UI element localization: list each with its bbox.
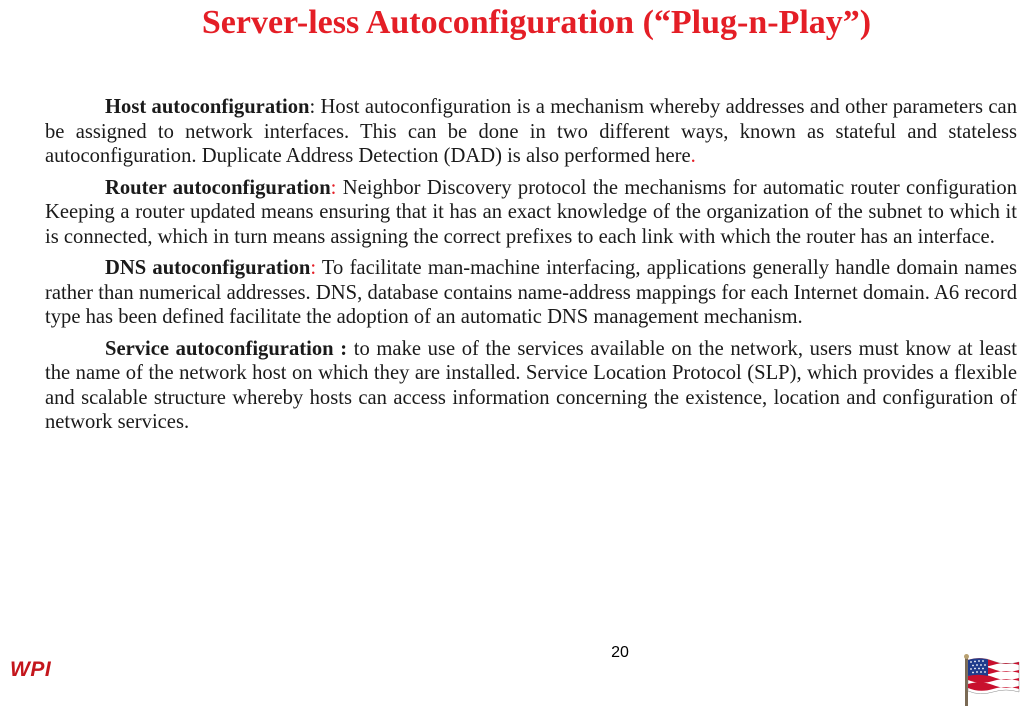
term-service-autoconfiguration: Service autoconfiguration : bbox=[105, 337, 348, 360]
term-dns-autoconfiguration: DNS autoconfiguration bbox=[105, 257, 311, 279]
term-router-autoconfiguration: Router autoconfiguration bbox=[105, 176, 331, 199]
paragraph-text: Neighbor Discovery protocol the mechanisms for automatic router configuration Keeping a router updated means ensuring that it has an exact knowledge of the organization of the subnet to which it is connected, which in turn means assigning the correct prefixes to each link with which the router has an interface. bbox=[45, 176, 1018, 248]
slide-body bbox=[45, 95, 1017, 442]
paragraph-service-autoconfiguration bbox=[45, 337, 1017, 435]
separator: : bbox=[309, 96, 316, 118]
paragraph-text: To facilitate man-machine interfacing, applications generally handle domain names rather than numerical addresses. DNS, database contains name-address mappings for each Internet domain. A6 record type has been defined facilitate the adoption of an automatic DNS management mechanism. bbox=[45, 257, 1017, 328]
paragraph-text: to make use of the services available on the network, users must know at least the name of the network host on which they are installed. Service Location Protocol (SLP), which provides a flexible and scalable structure whereby hosts can access information concerning the existence, location and configuration of network services. bbox=[45, 337, 1017, 433]
separator: : bbox=[330, 176, 337, 199]
slide-title: Server-less Autoconfiguration (“Plug-n-Play”) bbox=[201, 4, 872, 41]
us-flag-icon bbox=[963, 654, 1021, 706]
separator: : bbox=[310, 257, 317, 279]
paragraph-host-autoconfiguration bbox=[45, 95, 1017, 169]
paragraph-end: . bbox=[690, 145, 696, 167]
paragraph-dns-autoconfiguration bbox=[45, 256, 1017, 330]
paragraph-text: Host autoconfiguration is a mechanism whereby addresses and other parameters can be assigned to network interfaces. This can be done in two different ways, known as stateful and stateless autoconfiguration. Duplicate Address Detection (DAD) is also performed here bbox=[45, 96, 1017, 167]
paragraph-router-autoconfiguration bbox=[45, 176, 1017, 250]
wpi-logo: WPI bbox=[10, 658, 52, 681]
term-host-autoconfiguration: Host autoconfiguration bbox=[105, 96, 310, 118]
page-number: 20 bbox=[611, 644, 629, 661]
